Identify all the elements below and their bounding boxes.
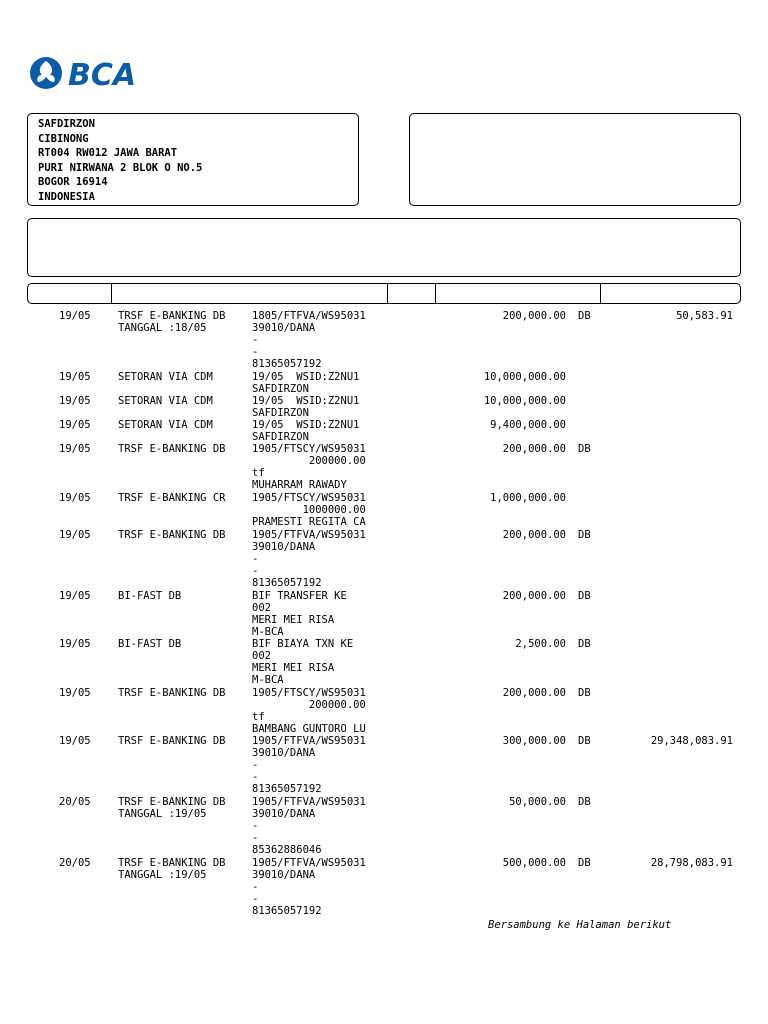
address-line: BOGOR 16914 [38,176,108,189]
type-cell: DB [578,529,591,541]
type-cell: DB [578,857,591,869]
description-cell: TRSF E-BANKING DB [118,529,226,541]
balance-cell: 50,583.91 [676,310,733,322]
detail-cell: 19/05 WSID:Z2NU1 SAFDIRZON [252,419,360,444]
balance-cell: 29,348,083.91 [650,735,733,747]
amount-cell: 10,000,000.00 [483,395,566,407]
description-cell: SETORAN VIA CDM [118,395,213,407]
detail-cell: 1905/FTSCY/WS95031 1000000.00 PRAMESTI REGITA CA [252,492,366,529]
type-cell: DB [578,310,591,322]
date-cell: 19/05 [59,395,91,407]
description-cell: TRSF E-BANKING DB TANGGAL :18/05 [118,310,226,335]
detail-cell: 1905/FTSCY/WS95031 200000.00 tf MUHARRAM RAWADY [252,443,366,492]
date-cell: 19/05 [59,529,91,541]
detail-cell: 1905/FTFVA/WS95031 39010/DANA - - 81365057192 [252,529,366,590]
description-cell: TRSF E-BANKING DB [118,735,226,747]
detail-cell: BIF TRANSFER KE 002 MERI MEI RISA M-BCA [252,590,347,639]
logo-subtext: BANK BCA [37,83,55,87]
description-cell: TRSF E-BANKING CR [118,492,226,504]
description-cell: BI-FAST DB [118,638,182,650]
bca-logo [28,55,146,91]
detail-cell: 19/05 WSID:Z2NU1 SAFDIRZON [252,395,360,420]
description-cell: TRSF E-BANKING DB TANGGAL :19/05 [118,857,226,882]
logo-text: BCA [68,58,137,91]
description-cell: BI-FAST DB [118,590,182,602]
date-cell: 20/05 [59,796,91,808]
amount-cell: 200,000.00 [502,310,566,322]
amount-cell: 500,000.00 [502,857,566,869]
detail-cell: 1905/FTFVA/WS95031 39010/DANA - - 85362886046 [252,796,366,857]
type-cell: DB [578,638,591,650]
detail-cell: 1905/FTFVA/WS95031 39010/DANA - - 81365057192 [252,735,366,796]
period-info-box [27,218,741,277]
amount-cell: 2,500.00 [515,638,566,650]
detail-cell: 1805/FTFVA/WS95031 39010/DANA - - 81365057192 [252,310,366,371]
description-cell: SETORAN VIA CDM [118,371,213,383]
detail-cell: 1905/FTSCY/WS95031 200000.00 tf BAMBANG GUNTORO LU [252,687,366,736]
account-info-box [409,113,741,206]
date-cell: 20/05 [59,857,91,869]
address-line: CIBINONG [38,132,89,145]
type-cell: DB [578,443,591,455]
date-cell: 19/05 [59,419,91,431]
address-line: RT004 RW012 JAWA BARAT [38,147,178,160]
date-cell: 19/05 [59,371,91,383]
detail-cell: 1905/FTFVA/WS95031 39010/DANA - - 81365057192 [252,857,366,918]
date-cell: 19/05 [59,443,91,455]
continued-note: Bersambung ke Halaman berikut [488,919,672,931]
amount-cell: 10,000,000.00 [483,371,566,383]
type-cell: DB [578,735,591,747]
date-cell: 19/05 [59,310,91,322]
description-cell: TRSF E-BANKING DB [118,687,226,699]
amount-cell: 1,000,000.00 [490,492,566,504]
address-line: SAFDIRZON [38,118,95,130]
type-cell: DB [578,590,591,602]
amount-cell: 200,000.00 [502,443,566,455]
amount-cell: 200,000.00 [502,590,566,602]
detail-cell: 19/05 WSID:Z2NU1 SAFDIRZON [252,371,360,396]
date-cell: 19/05 [59,687,91,699]
date-cell: 19/05 [59,492,91,504]
amount-cell: 200,000.00 [502,529,566,541]
balance-cell: 28,798,083.91 [650,857,733,869]
address-line: INDONESIA [38,190,95,203]
type-cell: DB [578,687,591,699]
date-cell: 19/05 [59,735,91,747]
description-cell: TRSF E-BANKING DB [118,443,226,455]
type-cell: DB [578,796,591,808]
detail-cell: BIF BIAYA TXN KE 002 MERI MEI RISA M-BCA [252,638,354,687]
description-cell: TRSF E-BANKING DB TANGGAL :19/05 [118,796,226,821]
date-cell: 19/05 [59,590,91,602]
customer-address-box [27,113,359,206]
address-line: PURI NIRWANA 2 BLOK O NO.5 [38,161,203,174]
amount-cell: 200,000.00 [502,687,566,699]
amount-cell: 9,400,000.00 [490,419,566,431]
amount-cell: 50,000.00 [509,796,566,808]
table-header [27,283,741,304]
amount-cell: 300,000.00 [502,735,566,747]
date-cell: 19/05 [59,638,91,650]
description-cell: SETORAN VIA CDM [118,419,213,431]
